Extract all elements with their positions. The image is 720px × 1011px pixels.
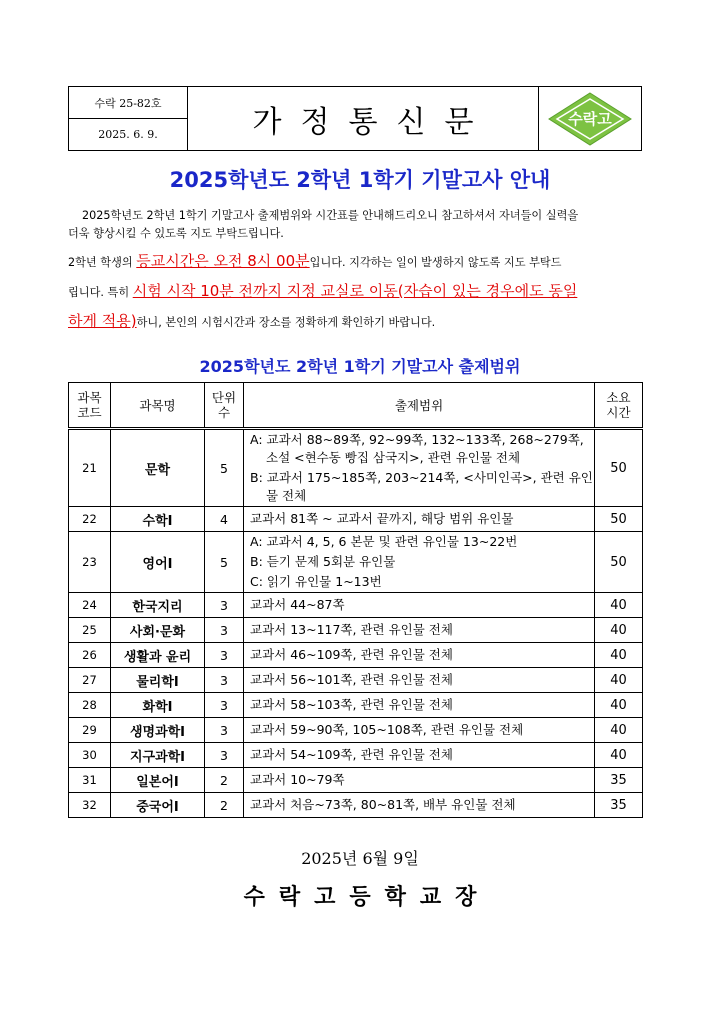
exam-range-line: 교과서 13~117쪽, 관련 유인물 전체 (250, 622, 453, 637)
exam-range (244, 593, 595, 618)
exam-range-line: 교과서 처음~73쪽, 80~81쪽, 배부 유인물 전체 (250, 797, 516, 812)
subject-units: 2 (205, 768, 244, 793)
header-units: 단위 수 (205, 383, 244, 429)
move-rule-highlight: 시험 시작 10분 전까지 지정 교실로 이동(자습이 있는 경우에도 동일 (132, 282, 578, 300)
exam-duration: 40 (595, 743, 643, 768)
issue-date: 2025년 6월 9일 (301, 849, 419, 868)
subject-code: 29 (69, 718, 111, 743)
exam-range (244, 643, 595, 668)
subject-code: 28 (69, 693, 111, 718)
subject-name: 문학 (111, 429, 205, 507)
intro-paragraph (68, 207, 656, 243)
exam-duration: 40 (595, 718, 643, 743)
exam-duration: 40 (595, 618, 643, 643)
exam-range (244, 618, 595, 643)
main-title: 2025학년도 2학년 1학기 기말고사 안내 (169, 168, 551, 192)
school-logo-icon (547, 91, 633, 147)
school-logo (538, 87, 641, 150)
exam-range-line: 교과서 10~79쪽 (250, 772, 345, 787)
header-meta (69, 87, 188, 150)
notice-text: 2학년 학생의 (68, 256, 137, 269)
subject-code: 30 (69, 743, 111, 768)
exam-duration: 40 (595, 668, 643, 693)
subject-code: 22 (69, 507, 111, 532)
header-time: 소요 시간 (595, 383, 643, 429)
exam-range (244, 718, 595, 743)
table-row (69, 593, 643, 618)
exam-range-line: 교과서 44~87쪽 (250, 597, 345, 612)
subject-name: 한국지리 (111, 593, 205, 618)
subject-code: 24 (69, 593, 111, 618)
exam-duration: 50 (595, 532, 643, 593)
exam-range (244, 743, 595, 768)
exam-range-line: B: 교과서 175~185쪽, 203~214쪽, <사미인곡>, 관련 유인물 전체 (250, 470, 593, 503)
subject-units: 3 (205, 718, 244, 743)
subject-code: 26 (69, 643, 111, 668)
newsletter-title: 가정통신문 (252, 104, 493, 140)
subject-code: 32 (69, 793, 111, 818)
subject-units: 3 (205, 643, 244, 668)
exam-range-line: 교과서 54~109쪽, 관련 유인물 전체 (250, 747, 453, 762)
subject-units: 3 (205, 593, 244, 618)
doc-date: 2025. 6. 9. (98, 128, 158, 141)
exam-duration: 40 (595, 643, 643, 668)
logo-text: 수락고 (568, 109, 612, 128)
subject-name: 지구과학Ⅰ (111, 743, 205, 768)
exam-range (244, 429, 595, 507)
notice-line-3 (68, 307, 656, 337)
table-row (69, 768, 643, 793)
intro-line-2: 더욱 향상시킬 수 있도록 지도 부탁드립니다. (68, 227, 284, 240)
exam-range (244, 507, 595, 532)
exam-duration: 50 (595, 507, 643, 532)
notice-text: 입니다. 지각하는 일이 발생하지 않도록 지도 부탁드 (309, 256, 562, 269)
subject-name: 일본어Ⅰ (111, 768, 205, 793)
table-header-row (69, 383, 643, 429)
notice-text: 립니다. 특히 (68, 286, 133, 299)
subject-units: 3 (205, 668, 244, 693)
exam-duration: 40 (595, 693, 643, 718)
exam-range-line: A: 교과서 4, 5, 6 본문 및 관련 유인물 13~22번 (250, 534, 518, 549)
exam-range (244, 768, 595, 793)
header-name: 과목명 (111, 383, 205, 429)
table-row (69, 693, 643, 718)
table-row (69, 532, 643, 593)
arrival-time-highlight: 등교시간은 오전 8시 00분 (136, 252, 310, 270)
notice-text: 하니, 본인의 시험시간과 장소를 정확하게 확인하기 바랍니다. (136, 316, 436, 329)
subject-name: 중국어Ⅰ (111, 793, 205, 818)
exam-range-line: C: 읽기 유인물 1~13번 (250, 574, 382, 589)
exam-range (244, 668, 595, 693)
exam-range (244, 532, 595, 593)
exam-duration: 35 (595, 793, 643, 818)
table-row (69, 507, 643, 532)
notice-line-2 (68, 277, 656, 307)
table-row (69, 793, 643, 818)
subject-code: 25 (69, 618, 111, 643)
header-code: 과목 코드 (69, 383, 111, 429)
table-row (69, 429, 643, 507)
exam-range-line: 교과서 81쪽 ~ 교과서 끝까지, 해당 범위 유인물 (250, 511, 514, 526)
subject-units: 3 (205, 693, 244, 718)
move-rule-highlight-cont: 하게 적용) (68, 312, 137, 330)
exam-range-line: 교과서 59~90쪽, 105~108쪽, 관련 유인물 전체 (250, 722, 524, 737)
exam-range-line: 교과서 46~109쪽, 관련 유인물 전체 (250, 647, 453, 662)
header-range: 출제범위 (244, 383, 595, 429)
notice-line-1 (68, 247, 656, 277)
subject-name: 생활과 윤리 (111, 643, 205, 668)
subject-name: 생명과학Ⅰ (111, 718, 205, 743)
table-row (69, 668, 643, 693)
table-row (69, 718, 643, 743)
subject-name: 영어Ⅰ (111, 532, 205, 593)
subject-code: 21 (69, 429, 111, 507)
subject-units: 5 (205, 532, 244, 593)
subject-units: 4 (205, 507, 244, 532)
exam-duration: 50 (595, 429, 643, 507)
doc-number: 수락 25-82호 (69, 87, 187, 119)
exam-duration: 35 (595, 768, 643, 793)
subject-units: 3 (205, 618, 244, 643)
table-row (69, 743, 643, 768)
table-title: 2025학년도 2학년 1학기 기말고사 출제범위 (199, 357, 521, 376)
table-body (69, 429, 643, 818)
subject-name: 수학Ⅰ (111, 507, 205, 532)
table-row (69, 618, 643, 643)
subject-name: 사회·문화 (111, 618, 205, 643)
exam-range (244, 693, 595, 718)
subject-units: 5 (205, 429, 244, 507)
exam-range (244, 793, 595, 818)
subject-code: 27 (69, 668, 111, 693)
exam-range-line: B: 듣기 문제 5회분 유인물 (250, 554, 396, 569)
subject-code: 31 (69, 768, 111, 793)
exam-range-line: A: 교과서 88~89쪽, 92~99쪽, 132~133쪽, 268~279쪽, 소설 <현수동 빵집 삼국지>, 관련 유인물 전체 (250, 432, 584, 465)
notice-paragraph (68, 247, 656, 337)
subject-name: 화학Ⅰ (111, 693, 205, 718)
exam-range-line: 교과서 58~103쪽, 관련 유인물 전체 (250, 697, 453, 712)
subject-name: 물리학Ⅰ (111, 668, 205, 693)
exam-scope-table (68, 382, 643, 818)
exam-duration: 40 (595, 593, 643, 618)
subject-units: 3 (205, 743, 244, 768)
intro-line-1: 2025학년도 2학년 1학기 기말고사 출제범위와 시간표를 안내해드리오니 참고하셔서 자녀들이 실력을 (82, 209, 579, 222)
principal-signature: 수락고등학교장 (243, 884, 491, 910)
subject-units: 2 (205, 793, 244, 818)
newsletter-header (68, 86, 642, 151)
exam-range-line: 교과서 56~101쪽, 관련 유인물 전체 (250, 672, 453, 687)
subject-code: 23 (69, 532, 111, 593)
table-row (69, 643, 643, 668)
